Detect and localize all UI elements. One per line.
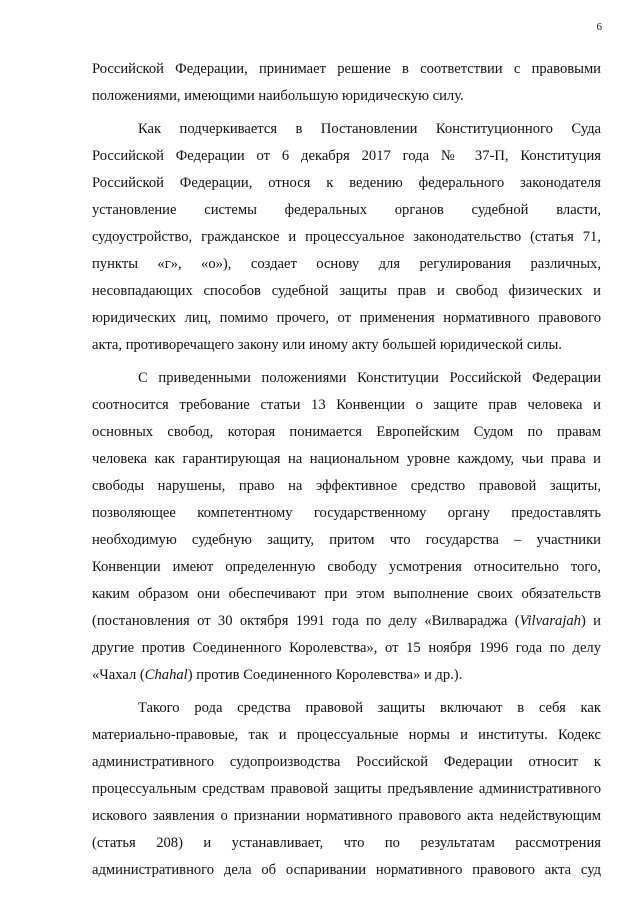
text-line: административного дела об оспаривании нормативного правового акта суд [92, 862, 601, 878]
text-line: другие против Соединенного Королевства», от 15 ноября 1996 года по делу [92, 640, 601, 656]
text-segment: (постановления от 30 октября 1991 года по делу «Вилвараджа ( [92, 613, 520, 629]
paragraph-2 [92, 116, 601, 359]
text-line: юридических лиц, помимо прочего, от применения нормативного правового [92, 310, 601, 326]
text-line: свободы нарушены, право на эффективное средство правовой защиты, [92, 478, 601, 494]
text-line: положениями, имеющими наибольшую юридическую силу. [92, 88, 464, 104]
text-line: пункты «г», «о»), создает основу для регулирования различных, [92, 256, 601, 272]
text-line: человека как гарантирующая на национальном уровне каждому, чьи права и [92, 451, 601, 467]
text-line: позволяющее компетентному государственному органу предоставлять [92, 505, 601, 521]
text-line: судоустройство, гражданское и процессуальное законодательство (статья 71, [92, 229, 601, 245]
text-line: материально-правовые, так и процессуальные нормы и институты. Кодекс [92, 727, 601, 743]
paragraph-4 [92, 695, 601, 884]
text-line: несовпадающих способов судебной защиты прав и свобод физических и [92, 283, 601, 299]
case-name-latin: Vilvarajah [519, 613, 581, 629]
text-line: Российской Федерации, относя к ведению федерального законодателя [92, 175, 601, 191]
case-name-latin: Chahal [144, 667, 188, 683]
paragraph-1 [92, 56, 601, 110]
text-segment: ) против Соединенного Королевства» и др.). [187, 667, 463, 683]
text-line-mixed [92, 662, 601, 689]
text-segment: ) и [580, 613, 601, 629]
text-line: соотносится требование статьи 13 Конвенции о защите прав человека и [92, 397, 601, 413]
text-line: Такого рода средства правовой защиты включают в себя как [138, 700, 601, 716]
text-line: Как подчеркивается в Постановлении Конституционного Суда [138, 121, 601, 137]
text-line: процессуальным средствам правовой защиты предъявление административного [92, 781, 601, 797]
text-line: Конвенции имеют определенную свободу усмотрения относительно того, [92, 559, 601, 575]
text-line: каким образом они обеспечивают при этом выполнение своих обязательств [92, 586, 601, 602]
text-line: (статья 208) и устанавливает, что по результатам рассмотрения [92, 835, 601, 851]
text-line: необходимую судебную защиту, притом что государства – участники [92, 532, 601, 548]
text-line: искового заявления о признании нормативного правового акта недействующим [92, 808, 601, 824]
paragraph-3 [92, 365, 601, 689]
text-line-mixed [92, 608, 601, 635]
text-line: установление системы федеральных органов судебной власти, [92, 202, 601, 218]
text-line: основных свобод, которая понимается Европейским Судом по правам [92, 424, 601, 440]
text-segment: «Чахал ( [92, 667, 145, 683]
text-line: С приведенными положениями Конституции Российской Федерации [138, 370, 601, 386]
text-line: Российской Федерации от 6 декабря 2017 года № 37-П, Конституция [92, 148, 601, 164]
text-line: акта, противоречащего закону или иному акту большей юридической силы. [92, 337, 562, 353]
text-line: Российской Федерации, принимает решение в соответствии с правовыми [92, 61, 601, 77]
text-line: административного судопроизводства Российской Федерации относит к [92, 754, 601, 770]
document-body [92, 56, 601, 884]
page-number: 6 [596, 21, 602, 33]
